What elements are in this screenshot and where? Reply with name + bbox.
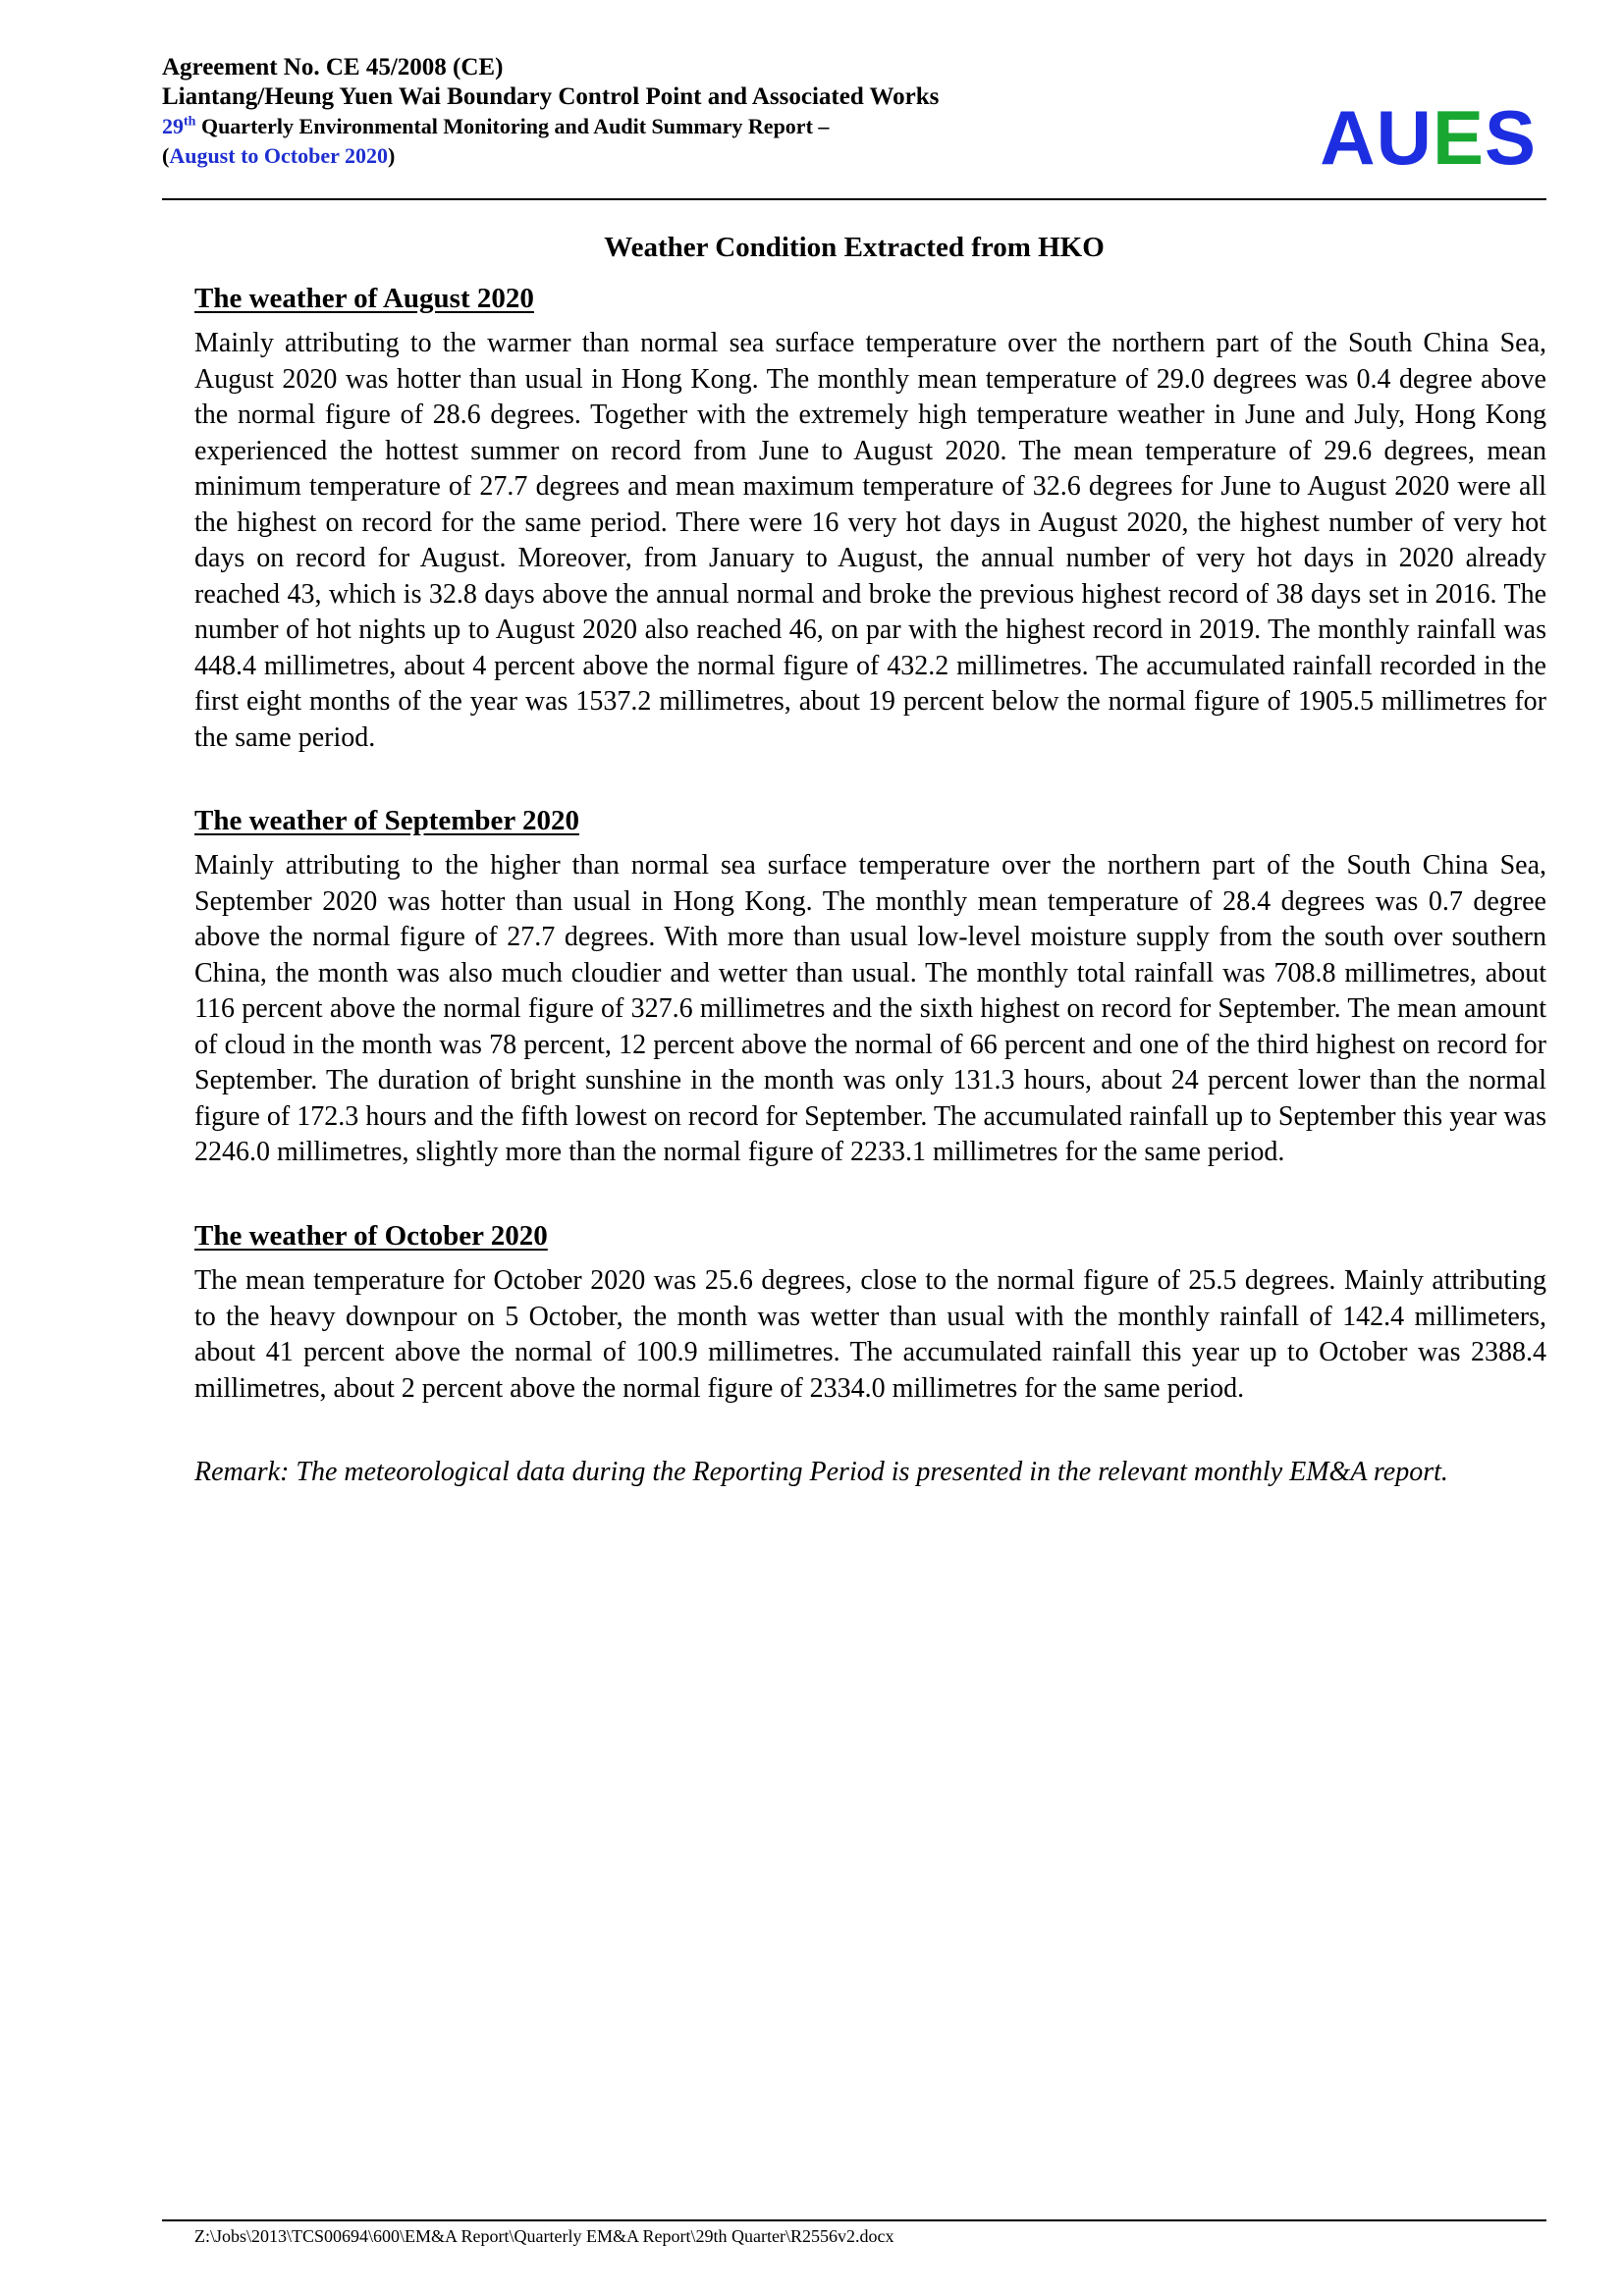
section-october: [194, 1218, 1546, 1407]
footer-divider: [162, 2219, 1546, 2221]
report-number: 29: [162, 114, 184, 138]
section-august: [194, 281, 1546, 756]
section-heading: The weather of September 2020: [194, 805, 579, 836]
report-title: [162, 112, 1242, 141]
header-divider: [162, 198, 1546, 200]
period-close: ): [387, 143, 396, 168]
remark-text: Remark: The meteorological data during the Reporting Period is presented in the relevant monthly EM&A report.: [194, 1457, 1448, 1487]
section-paragraph: The mean temperature for October 2020 was 25.6 degrees, close to the normal figure of 25.5 degrees. Mainly attributing to the heavy downpour on 5 October, the month was wetter than usual with the monthly rainfall of 142.4 millimeters, about 41 percent above the normal of 100.9 millimetres. The accumulated rainfall this year up to October was 2388.4 millimetres, about 2 percent above the normal figure of 2334.0 millimetres for the same period.: [194, 1265, 1546, 1404]
section-heading: The weather of August 2020: [194, 283, 534, 314]
agreement-number: Agreement No. CE 45/2008 (CE): [162, 54, 504, 80]
period-open: (: [162, 143, 170, 168]
logo-letter-a: A: [1320, 94, 1377, 181]
remark-block: [194, 1455, 1546, 1491]
section-paragraph: Mainly attributing to the warmer than normal sea surface temperature over the northern part of the South China Sea, August 2020 was hotter than usual in Hong Kong. The monthly mean temperature of 29.0 degrees was 0.4 degree above the normal figure of 28.6 degrees. Together with the extremely high temperature weather in June and July, Hong Kong experienced the hottest summer on record from June to August 2020. The mean temperature of 29.6 degrees, mean minimum temperature of 27.7 degrees and mean maximum temperature of 32.6 degrees for June to August 2020 were all the highest on record for the same period. There were 16 very hot days in August 2020, the highest number of very hot days on record for August. Moreover, from January to August, the annual number of very hot days in 2020 already reached 43, which is 32.8 days above the annual normal and broke the previous highest record of 38 days set in 2016. The number of hot nights up to August 2020 also reached 46, on par with the highest record in 2019. The monthly rainfall was 448.4 millimetres, about 4 percent above the normal figure of 432.2 millimetres. The accumulated rainfall recorded in the first eight months of the year was 1537.2 millimetres, about 19 percent below the normal figure of 1905.5 millimetres for the same period.: [194, 328, 1546, 753]
logo-letter-s: S: [1484, 94, 1537, 181]
report-number-suffix: th: [184, 114, 196, 130]
report-title-text: Quarterly Environmental Monitoring and Audit Summary Report –: [195, 114, 830, 138]
footer-file-path: Z:\Jobs\2013\TCS00694\600\EM&A Report\Quarterly EM&A Report\29th Quarter\R2556v2.docx: [194, 2226, 894, 2246]
project-name: Liantang/Heung Yuen Wai Boundary Control Point and Associated Works: [162, 83, 940, 110]
header-text-block: [162, 53, 1242, 171]
report-period: [162, 141, 1242, 171]
document-title: Weather Condition Extracted from HKO: [604, 232, 1105, 263]
section-september: [194, 803, 1546, 1171]
period-text: August to October 2020: [169, 143, 388, 168]
section-paragraph: Mainly attributing to the higher than normal sea surface temperature over the northern part of the South China Sea, September 2020 was hotter than usual in Hong Kong. The monthly mean temperature of 28.4 degrees was 0.7 degree above the normal figure of 27.7 degrees. With more than usual low-level moisture supply from the south over southern China, the month was also much cloudier and wetter than usual. The monthly total rainfall was 708.8 millimetres, about 116 percent above the normal figure of 327.6 millimetres and the sixth highest on record for September. The mean amount of cloud in the month was 78 percent, 12 percent above the normal of 66 percent and one of the third highest on record for September. The duration of bright sunshine in the month was only 131.3 hours, about 24 percent lower than the normal figure of 172.3 hours and the fifth lowest on record for September. The accumulated rainfall up to September this year was 2246.0 millimetres, slightly more than the normal figure of 2233.1 millimetres for the same period.: [194, 850, 1546, 1167]
section-heading: The weather of October 2020: [194, 1220, 548, 1252]
logo-letter-e: E: [1432, 94, 1485, 181]
logo-letter-u: U: [1376, 94, 1433, 181]
aues-logo: [1320, 94, 1537, 181]
page-header: [162, 53, 1546, 198]
